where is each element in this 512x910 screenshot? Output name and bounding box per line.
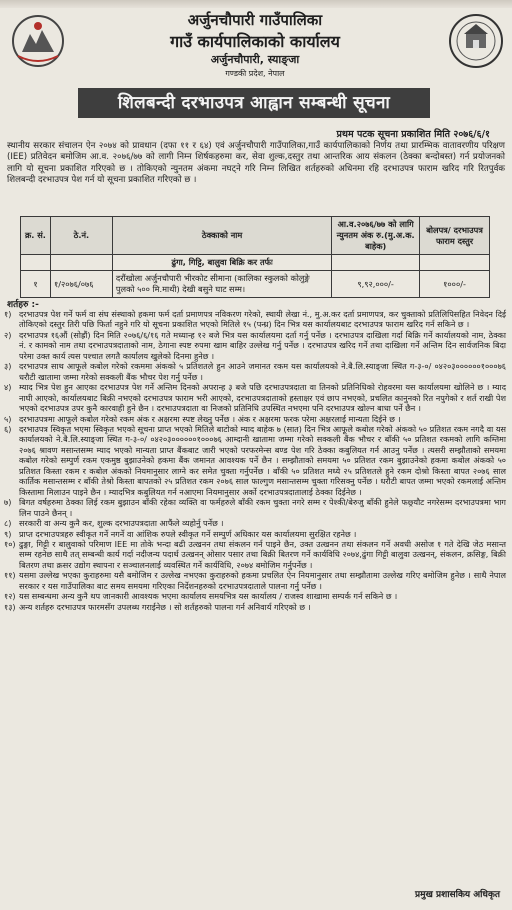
condition-item	[4, 497, 506, 518]
condition-item	[4, 570, 506, 591]
condition-item	[4, 361, 506, 382]
condition-number: १२)	[4, 591, 16, 602]
condition-item	[4, 518, 506, 528]
col-header-min-amount: आ.व.२०७६/७७ को लागि न्युनतम अंक रु.(मु.अ.क. बाहेक)	[332, 217, 420, 255]
col-header-sn: क्र. सं.	[21, 217, 51, 255]
cell-sn: १	[21, 271, 51, 298]
province-name: गण्डकी प्रदेश, नेपाल	[225, 69, 285, 78]
condition-text: दरभाउपत्र स्विकृत भएमा स्विकृत भएको सूचना प्राप्त भएको मितिले बाटोको म्याद बाहेक ७ (सात) दिन भित्र आफूले कबोल गरेको अंकको ५० प्रतिशत रकम नगदै वा यस कार्यालयको ने.बै.लि.स्याङ्जा स्थित ग-३-०/ ०४२०३००००००१०००७६ आम्दानी खातामा जम्मा गरेको सक्कली बैंक भौचर र बाँकी ५० प्रतिशत रकमको लागि कम्तिमा २०७६ श्रावण मसान्तसम्म म्याद भएको मान्यता प्राप्त बैंकबाट जारी भएको परफरमेन्स बण्ड पेश गरि ठेक्का कबुलियत गर्न आउनु पर्नेछ । त्यसरी सम्झौताको समयमा कबोल गरेको सम्पुर्ण रकम एकमुष्ठ बुझाउनेको हकमा बैंक जमानत आवश्यक पर्ने छैन । सम्झौताको समयमा ५० प्रतिशत रकम बुझाउनेको हकमा कबोल अंकको ५० प्रतिशत किस्ता रकम र कबोल अंकको नियमानुसार लाग्ने कर समेत चुक्ता गर्नुपर्नेछ । बाँकी ५० प्रतिशत मध्ये २५ प्रतिशतले हुने रकम दोश्रो किस्ता बापत २०७६ साल कार्तिक मसान्तसम्म र बाँकी तेश्रो किस्ता बापतको २५ प्रतिशत रकम २०७६ साल फाल्गुण मसान्तसम्म चुक्ता गरिसक्नु पर्नेछ । धरौटी बापत जम्मा भएको रकमलाई अन्तिम किस्तामा मिलाउन पाइने छैन । म्यादभित्र कबुलियत गर्न नआएमा नियमानुसार अर्को दरभाउपत्रदातालाई ठेक्का दिईनेछ ।	[19, 423, 506, 497]
condition-number: ५)	[4, 413, 12, 424]
condition-text: ढुङ्गा, गिट्टी र बालुवाको परिमाण IEE मा तोके भन्दा बढी उत्खनन तथा संकलन गर्न पाइने छैन, उक्त उत्खनन तथा संकलन गर्ने अवधी असोज १ गते देखि जेठ मसान्त सम्म रहनेछ साथै तत् सम्बन्धी कार्य गर्दा नदीजन्य पदार्थ उत्खनन् ओसार पसार तथा बिक्री बितरण गर्ने कार्यविधि २०७४,ढुंगा गिट्टी बालुवा उत्खनन्, संकलन, क्रसिङ्ग, बिक्री बितरण तथा क्रसर उद्योग स्थापना र सञ्चालनलाई व्यवस्थित गर्ने कार्यविधि, २०७४ बमोजिम गर्नुपर्नेछ ।	[19, 538, 506, 570]
condition-item	[4, 529, 506, 539]
condition-number: ११)	[4, 570, 16, 581]
condition-number: ६)	[4, 423, 12, 434]
condition-number: ४)	[4, 382, 12, 393]
table-section-row	[21, 255, 490, 271]
condition-item	[4, 591, 506, 601]
contract-table	[20, 216, 490, 298]
section-title: ढुंगा, गिट्टि, बालुवा बिक्रि कर तर्फः	[112, 255, 331, 271]
table-row	[21, 271, 490, 298]
col-header-name: ठेक्काको नाम	[112, 217, 331, 255]
condition-number: ८)	[4, 518, 12, 529]
condition-text: सरकारी वा अन्य कुनै कर, शुल्क दरभाउपत्रदाता आफैंले व्यहोर्नु पर्नेछ ।	[19, 518, 224, 529]
cell-contract-name: दरौंखोला अर्जुनचौपारी भीरकोट सीमाना (कालिका स्कुलको कोलुङ्गे पुलको ५०० मि.माथी) देखी बसुने घाट सम्म।	[112, 271, 331, 298]
condition-number: ७)	[4, 497, 12, 508]
condition-item	[4, 330, 506, 361]
table-header-row	[21, 217, 490, 255]
condition-number: ९)	[4, 528, 12, 539]
condition-item	[4, 382, 506, 413]
condition-item	[4, 309, 506, 330]
col-header-form-fee: बोलपत्र/ दरभाउपत्र फाराम दस्तुर	[420, 217, 490, 255]
municipality-name: अर्जुनचौपारी गाउँपालिका	[187, 11, 323, 29]
condition-text: बिगत वर्षहरुमा ठेक्का लिई रकम बुझाउन बाँकी रहेका व्यक्ति वा फर्महरुले बाँकी रकम चुक्ता नगरे सम्म र पेश्की/बेरुजु बाँकी हुनेले फछ्र्यौट नगरेसम्म दरभाउपत्रमा भाग लिन पाउने छैनन् ।	[19, 497, 506, 518]
intro-paragraph: स्थानीय सरकार संचालन ऐन २०७४ को प्रावधान (दफा ११ र ६४) एवं अर्जुनचौपारी गाउँपालिका,गाउँ कार्यपालिकाको निर्णय तथा प्रारम्भिक वातावरणीय परिक्षण (IEE) प्रतिवेदन बमोजिम आ.व. २०७६/७७ को लागी निम्न शिर्षकहरुमा कर, सेवा शुल्क,दस्तुर तथा आन्तरिक आय संकलन (ठेक्का बन्दोबस्त) गर्न प्रयोजनको लागि यो सूचना प्रकाशित गरिएको छ । तोकिएको न्युनतम अंकमा नघट्ने गरि निम्न लिखित शर्तहरुको अधिनमा रहि दरभाउपत्र फाराम खरिद गरि रितपुर्वक शिलबन्दी दरभाउपत्र पेश गर्न यो सूचना प्रकाशित गरिएको छ ।	[7, 141, 505, 186]
cell-amount: ९,९२,०००/-	[332, 271, 420, 298]
notice-title: शिलबन्दी दरभाउपत्र आह्वान सम्बन्धी सूचना	[78, 88, 430, 118]
conditions-title: शर्तहरु :-	[7, 300, 39, 310]
condition-number: १०)	[4, 538, 16, 549]
condition-item	[4, 539, 506, 570]
condition-text: यसमा उल्लेख भएका कुराहरुमा यसै बमोजिम र उल्लेख नभएका कुराहरुको हकमा प्रचलित ऐन नियमानुसार तथा सम्झौतामा उल्लेख गरिए बमोजिम हुनेछ । साथै नेपाल सरकार र यस गाउँपालिका बाट समय समयमा गरिएका निर्देशनहरुको दरभाउपत्रदाताले पालना गर्नु पर्नेछ ।	[19, 570, 506, 591]
conditions-list	[4, 309, 506, 612]
condition-text: दरभाउपत्रमा आफूले कबोल गरेको रकम अंक र अक्षरमा स्पष्ट लेख्नु पर्नेछ । अंक र अक्षरमा फरक परेमा अक्षरलाई मान्यता दिईने छ ।	[19, 413, 401, 424]
condition-item	[4, 602, 506, 612]
office-name: गाउँ कार्यपालिकाको कार्यालय	[170, 32, 340, 51]
municipality-logo-icon	[445, 12, 507, 70]
condition-item	[4, 414, 506, 424]
condition-number: २)	[4, 329, 12, 340]
office-location: अर्जुनचौपारी, स्याङ्जा	[210, 53, 300, 66]
condition-number: १)	[4, 309, 12, 319]
signature: प्रमुख प्रशासकिय अधिकृत	[414, 890, 500, 900]
cell-contract-no: १/२०७६/०७६	[50, 271, 112, 298]
nepal-emblem-icon	[6, 12, 70, 70]
col-header-contract-no: ठे.नं.	[50, 217, 112, 255]
publication-date: प्रथम पटक सूचना प्रकाशित मिति २०७६/६/१	[336, 129, 490, 140]
condition-text: दरभाउपत्र १६औं (सोह्रौं) दिन मिति २०७६/६/१६ गते मध्यान्ह १२ बजे भित्र यस कार्यालयमा दर्ता गर्नु पर्नेछ । दरभाउपत्र दाखिला गर्दा बिक्रि गर्ने कार्यालयको नाम, ठेक्का नं. र कामको नाम तथा दरभाउपत्रदाताको नाम, ठेगाना स्पष्ट रुपमा खाम बाहिर उल्लेख गर्नु पर्नेछ । दरभाउपत्र खरिद गर्ने तथा दाखिला गर्ने अन्तिम दिन सार्वजनिक बिदा परेमा उक्त कार्य त्यस पश्चात लगतै कार्यालय खुलेको दिनमा हुनेछ ।	[19, 329, 506, 361]
condition-number: १३)	[4, 601, 16, 612]
condition-text: प्राप्त दरभाउपत्रहरु स्वीकृत गर्ने नगर्ने वा आंशिक रुपले स्वीकृत गर्ने सम्पुर्ण अधिकार यस कार्यालयमा सुरक्षित रहनेछ ।	[19, 528, 357, 539]
condition-text: म्याद भित्र पेश हुन आएका दरभाउपत्र पेश गर्ने अन्तिम दिनको अपरान्ह ३ बजे पछि दरभाउपत्रदाता वा तिनको प्रतिनिधिको रोहवरमा यस कार्यालयमा खोलिने छ । म्याद नाघी आएको, कार्यालयबाट बिक्री नभएको दरभाउपत्र फाराम भरी आएको, दरभाउपत्रदाताको हस्ताक्षर एवं छाप नभएको, प्रचलित कानुनको रित नपुगेको र शर्त राखी पेश भएको दरभाउपत्र उपर कुनै कारवाही हुने छैन । दरभाउपत्रदाता वा निजको प्रतिनिधि उपस्थित नभएमा पनि दरभाउपत्र खोल्न बाधा पर्ने छैन ।	[19, 382, 506, 414]
condition-item	[4, 424, 506, 497]
condition-text: दरभाउपत्र पेश गर्ने फर्म वा संघ संस्थाको हकमा फर्म दर्ता प्रमाणपत्र नविकरण गरेको, स्थायी लेखा नं., मु.अ.कर दर्ता प्रमाणपत्र, कर चुक्ताको प्रतिलिपिसहित निवेदन दिई तोकिएको दस्तुर तिरी पछि फिर्ता नहुने गरि यो सूचना प्रकाशित भएको मितिले १५ (पन्ध्र) दिन भित्र यस कार्यालयबाट दरभाउपत्र फाराम खरिद गर्न सकिने छ ।	[19, 309, 506, 330]
condition-text: यस सम्बन्धमा अन्य कुनै थप जानकारी आवश्यक भएमा कार्यालय समयभित्र यस कार्यालय / राजस्व शाखामा सम्पर्क गर्न सकिने छ ।	[19, 591, 398, 602]
condition-text: दरभाउपत्र साथ आफूले कबोल गरेको रकममा अंकको ५ प्रतिशतले हुन आउने जमानत रकम यस कार्यालयको ने.बै.लि.स्याङ्जा स्थित ग-३-०/ ०४२०३००००००१०००७६ धरौटी खातामा जम्मा गरेको सक्कली बैंक भौचर पेश गर्नु पर्नेछ ।	[19, 361, 506, 382]
top-strip	[0, 0, 512, 8]
cell-fee: १०००/-	[420, 271, 490, 298]
condition-number: ३)	[4, 361, 12, 372]
condition-text: अन्य शर्तहरु दरभाउपत्र फारमसँग उपलब्ध गराईनेछ । सो शर्तहरुको पालना गर्न अनिवार्य गरिएको छ ।	[19, 601, 311, 612]
